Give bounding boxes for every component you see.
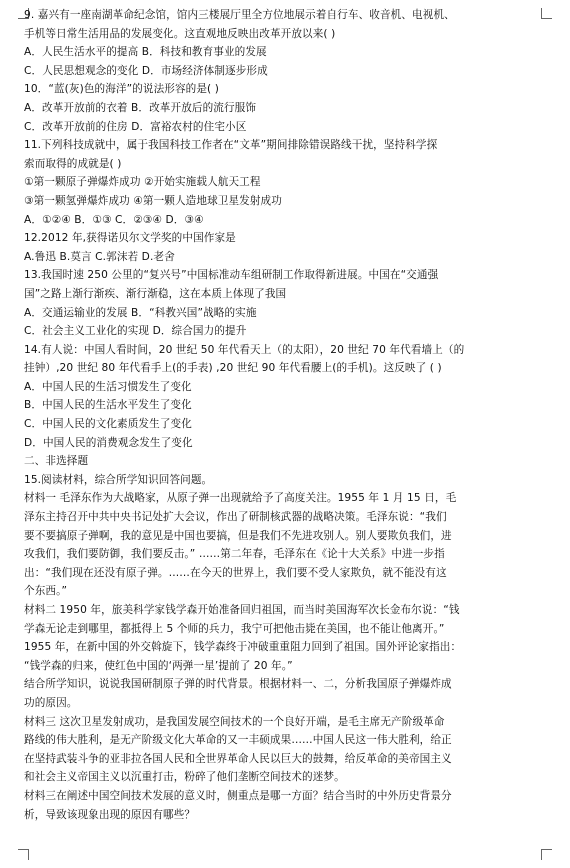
question-14-option-a: A．中国人民的生活习惯发生了变化 bbox=[24, 380, 192, 393]
material-1-line-1: 材料一 毛泽东作为大战略家，从原子弹一出现就给予了高度关注。1955 年 1 月 15 日，毛 bbox=[24, 492, 457, 505]
question-13-stem-cont: 国”之路上渐行渐疾、渐行渐稳，这在本质上体现了我国 bbox=[24, 287, 287, 300]
material-1-line-4: 攻我们，我们要防御，我们要反击。” ……第二年春，毛泽东在《论十大关系》中进一步指 bbox=[24, 548, 445, 561]
crop-mark-bottom-right bbox=[541, 849, 552, 860]
material-1-line-5: 出：“我们现在还没有原子弹。……在今天的世界上，我们要不受人家欺负，就不能没有这 bbox=[24, 566, 447, 579]
question-14-option-b: B．中国人民的生活水平发生了变化 bbox=[24, 399, 192, 412]
material-1-line-2: 泽东主持召开中共中央书记处扩大会议，作出了研制核武器的战略决策。毛泽东说：“我们 bbox=[24, 511, 447, 524]
question-10-stem: 10．“蓝(灰)色的海洋”的说法形容的是( ) bbox=[24, 83, 219, 96]
material-1-line-3: 要不要搞原子弹啊，我的意见是中国也要搞，但是我们不先进攻别人。别人要欺负我们，进 bbox=[24, 529, 452, 542]
question-10-options-cd: C．改革开放前的住房 D．富裕农村的住宅小区 bbox=[24, 120, 247, 133]
exam-content bbox=[24, 6, 546, 824]
question-15-stem: 15.阅读材料，综合所学知识回答问题。 bbox=[24, 473, 213, 486]
material-1-line-6: 个东西。” bbox=[24, 585, 68, 598]
question-9-stem-cont: 手机等日常生活用品的发展变化。这直观地反映出改革开放以来( ) bbox=[24, 27, 336, 40]
question-9-options-ab: A．人民生活水平的提高 B．科技和教育事业的发展 bbox=[24, 46, 267, 59]
question-11-items-34: ③第一颗氢弹爆炸成功 ④第一颗人造地球卫星发射成功 bbox=[24, 194, 282, 207]
material-3-line-3: 在坚持武装斗争的亚非拉各国人民和全世界革命人民以巨大的鼓舞，给反革命的美帝国主义 bbox=[24, 752, 452, 765]
material-2-line-2: 学森无论走到哪里，都抵得上 5 个师的兵力，我宁可把他击毙在美国，也不能让他离开。” bbox=[24, 622, 445, 635]
question-12-stem: 12.2012 年,获得诺贝尔文学奖的中国作家是 bbox=[24, 232, 236, 245]
material-3-line-2: 路线的伟大胜利，是无产阶级文化大革命的又一丰硕成果……中国人民这一伟大胜利，给正 bbox=[24, 734, 452, 747]
question-14-option-d: D．中国人民的消费观念发生了变化 bbox=[24, 436, 193, 449]
question-14-stem-cont: 挂钟）,20 世纪 80 年代看手上(的手表) ,20 世纪 90 年代看腰上(的手机)。这反映了 ( ) bbox=[24, 362, 442, 375]
question-11-stem: 11.下列科技成就中，属于我国科技工作者在“文革”期间排除错误路线干扰，坚持科学探 bbox=[24, 139, 438, 152]
material-2-line-1: 材料二 1950 年，旅美科学家钱学森开始准备回归祖国，而当时美国海军次长金布尔说：“钱 bbox=[24, 604, 460, 616]
material-2-line-3: 1955 年，在新中国的外交斡旋下，钱学森终于冲破重重阻力回到了祖国。国外评论家指出： bbox=[24, 641, 462, 654]
material-3-line-4: 和社会主义帝国主义以沉重打击，粉碎了他们垄断空间技术的迷梦。 bbox=[24, 771, 345, 784]
sub-question-2-line-1: 材料三在阐述中国空间技术发展的意义时，侧重点是哪一方面？结合当时的中外历史背景分 bbox=[24, 789, 452, 802]
question-11-stem-cont: 索而取得的成就是( ) bbox=[24, 157, 122, 170]
sub-question-1-line-1: 结合所学知识，说说我国研制原子弹的时代背景。根据材料一、二，分析我国原子弹爆炸成 bbox=[24, 678, 452, 691]
question-12-options: A.鲁迅 B.莫言 C.郭沫若 D.老舍 bbox=[24, 250, 175, 263]
question-11-items-12: ①第一颗原子弹爆炸成功 ②开始实施载人航天工程 bbox=[24, 176, 261, 189]
question-14-option-c: C．中国人民的文化素质发生了变化 bbox=[24, 418, 192, 431]
question-14-stem: 14.有人说：中国人看时间，20 世纪 50 年代看天上（的太阳），20 世纪 70 年代看墙上（的 bbox=[24, 343, 465, 356]
question-13-options-ab: A．交通运输业的发展 B．“科教兴国”战略的实施 bbox=[24, 306, 257, 319]
question-13-stem: 13.我国时速 250 公里的“复兴号”中国标准动车组研制工作取得新进展。中国在“交通强 bbox=[24, 269, 439, 282]
material-2-line-4: “钱学森的归来，使红色中国的‘两弹一星’提前了 20 年。” bbox=[24, 659, 293, 672]
question-11-options: A．①②④ B．①③ C．②③④ D．③④ bbox=[24, 213, 204, 226]
crop-mark-bottom-left bbox=[18, 849, 29, 860]
section-heading: 二、非选择题 bbox=[24, 455, 89, 468]
sub-question-1-line-2: 功的原因。 bbox=[24, 696, 78, 709]
question-9-stem: 9. 嘉兴有一座南湖革命纪念馆，馆内三楼展厅里全方位地展示着自行车、收音机、电视机、 bbox=[24, 9, 455, 21]
question-13-options-cd: C．社会主义工业化的实现 D．综合国力的提升 bbox=[24, 325, 247, 338]
sub-question-2-line-2: 析，导致该现象出现的原因有哪些？ bbox=[24, 808, 196, 821]
question-10-options-ab: A．改革开放前的衣着 B．改革开放后的流行服饰 bbox=[24, 101, 257, 114]
material-3-line-1: 材料三 这次卫星发射成功，是我国发展空间技术的一个良好开端，是毛主席无产阶级革命 bbox=[24, 715, 445, 728]
question-9-options-cd: C．人民思想观念的变化 D．市场经济体制逐步形成 bbox=[24, 64, 268, 77]
